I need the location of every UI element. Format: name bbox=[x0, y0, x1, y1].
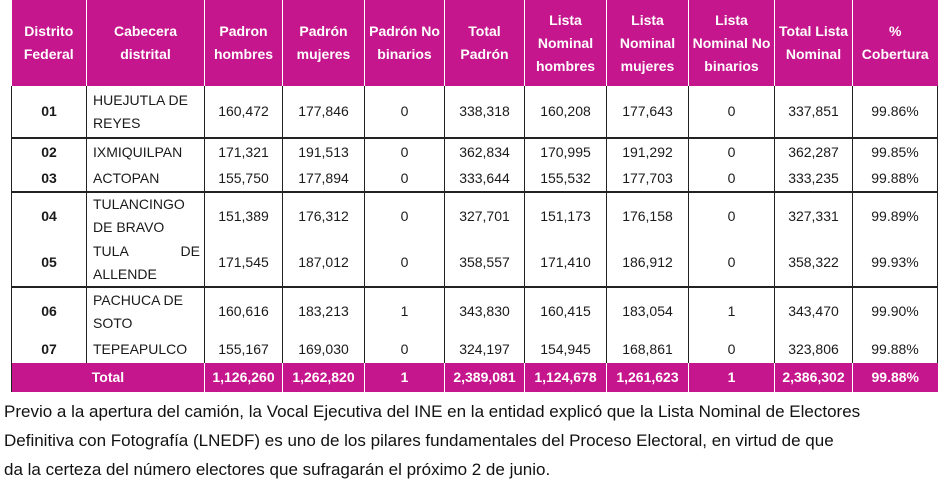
total-label: Total bbox=[12, 363, 205, 392]
cell-padron-m: 169,030 bbox=[283, 335, 365, 363]
cell-distrito: 07 bbox=[12, 335, 87, 363]
cell-padron-nb: 1 bbox=[365, 287, 445, 335]
cell-ln-nb: 0 bbox=[689, 192, 775, 239]
cell-total-padron: 358,557 bbox=[445, 239, 525, 287]
header-padron-no-binarios: Padrón No binarios bbox=[365, 0, 445, 86]
paragraph-line: Previo a la apertura del camión, la Vocal Ejecutiva del INE en la entidad explicó que la Lista Nominal de Electores bbox=[4, 402, 861, 421]
cell-distrito: 03 bbox=[12, 165, 87, 192]
table-row bbox=[12, 192, 938, 239]
cell-ln-h: 155,532 bbox=[525, 165, 607, 192]
cell-ln-nb: 0 bbox=[689, 239, 775, 287]
cell-padron-nb: 0 bbox=[365, 239, 445, 287]
cell-ln-nb: 0 bbox=[689, 165, 775, 192]
cell-cabecera: ACTOPAN bbox=[87, 165, 205, 192]
cell-total-padron: 343,830 bbox=[445, 287, 525, 335]
cell-distrito: 04 bbox=[12, 192, 87, 239]
cell-cobertura: 99.90% bbox=[853, 287, 938, 335]
cell-cobertura: 99.93% bbox=[853, 239, 938, 287]
paragraph-line: da la certeza del número electores que sufragarán el próximo 2 de junio. bbox=[4, 460, 551, 479]
cell-cobertura: 99.88% bbox=[853, 165, 938, 192]
cell-padron-h: 160,472 bbox=[205, 86, 283, 138]
cell-padron-h: 151,389 bbox=[205, 192, 283, 239]
total-padron-m: 1,262,820 bbox=[283, 363, 365, 392]
cell-cobertura: 99.85% bbox=[853, 138, 938, 165]
table-row bbox=[12, 335, 938, 363]
cell-cabecera: PACHUCA DE SOTO bbox=[87, 287, 205, 335]
cell-cabecera: TEPEAPULCO bbox=[87, 335, 205, 363]
cell-total-padron: 333,644 bbox=[445, 165, 525, 192]
cell-total-ln: 333,235 bbox=[775, 165, 853, 192]
cell-ln-h: 160,415 bbox=[525, 287, 607, 335]
cell-cobertura: 99.88% bbox=[853, 335, 938, 363]
cell-padron-h: 171,321 bbox=[205, 138, 283, 165]
cell-total-ln: 358,322 bbox=[775, 239, 853, 287]
cell-padron-m: 177,846 bbox=[283, 86, 365, 138]
cell-ln-nb: 1 bbox=[689, 287, 775, 335]
cell-total-padron: 338,318 bbox=[445, 86, 525, 138]
table-total-row bbox=[12, 363, 938, 392]
total-total-padron: 2,389,081 bbox=[445, 363, 525, 392]
total-padron-h: 1,126,260 bbox=[205, 363, 283, 392]
cell-ln-nb: 0 bbox=[689, 138, 775, 165]
cell-ln-m: 191,292 bbox=[607, 138, 689, 165]
cell-ln-h: 171,410 bbox=[525, 239, 607, 287]
cell-total-ln: 323,806 bbox=[775, 335, 853, 363]
cell-total-padron: 362,834 bbox=[445, 138, 525, 165]
table-row bbox=[12, 165, 938, 192]
cell-total-padron: 324,197 bbox=[445, 335, 525, 363]
cell-ln-m: 183,054 bbox=[607, 287, 689, 335]
cell-distrito: 02 bbox=[12, 138, 87, 165]
cell-ln-h: 151,173 bbox=[525, 192, 607, 239]
header-padron-hombres: Padron hombres bbox=[205, 0, 283, 86]
cell-ln-nb: 0 bbox=[689, 86, 775, 138]
total-ln-h: 1,124,678 bbox=[525, 363, 607, 392]
cell-ln-m: 176,158 bbox=[607, 192, 689, 239]
cell-ln-nb: 0 bbox=[689, 335, 775, 363]
cell-padron-m: 176,312 bbox=[283, 192, 365, 239]
cell-ln-h: 160,208 bbox=[525, 86, 607, 138]
table-row bbox=[12, 287, 938, 335]
cell-distrito: 06 bbox=[12, 287, 87, 335]
paragraph-line: Definitiva con Fotografía (LNEDF) es uno de los pilares fundamentales del Proceso Electoral, en virtud de que bbox=[4, 431, 834, 450]
header-distrito: Distrito Federal bbox=[12, 0, 87, 86]
total-ln-nb: 1 bbox=[689, 363, 775, 392]
cell-ln-h: 154,945 bbox=[525, 335, 607, 363]
cell-padron-nb: 0 bbox=[365, 335, 445, 363]
header-total-padron: Total Padrón bbox=[445, 0, 525, 86]
header-ln-hombres: Lista Nominal hombres bbox=[525, 0, 607, 86]
cell-cabecera: IXMIQUILPAN bbox=[87, 138, 205, 165]
header-cabecera: Cabecera distrital bbox=[87, 0, 205, 86]
table-header-row bbox=[12, 0, 938, 86]
cell-padron-nb: 0 bbox=[365, 165, 445, 192]
cell-total-ln: 362,287 bbox=[775, 138, 853, 165]
cell-padron-nb: 0 bbox=[365, 138, 445, 165]
table-row bbox=[12, 138, 938, 165]
cell-total-padron: 327,701 bbox=[445, 192, 525, 239]
electoral-roll-table bbox=[11, 0, 938, 392]
cell-padron-m: 183,213 bbox=[283, 287, 365, 335]
cell-padron-h: 155,167 bbox=[205, 335, 283, 363]
cell-cabecera: HUEJUTLA DE REYES bbox=[87, 86, 205, 138]
cell-padron-h: 171,545 bbox=[205, 239, 283, 287]
total-total-ln: 2,386,302 bbox=[775, 363, 853, 392]
cell-ln-m: 186,912 bbox=[607, 239, 689, 287]
header-total-ln: Total Lista Nominal bbox=[775, 0, 853, 86]
header-ln-no-binarios: Lista Nominal No binarios bbox=[689, 0, 775, 86]
total-ln-m: 1,261,623 bbox=[607, 363, 689, 392]
cell-padron-m: 191,513 bbox=[283, 138, 365, 165]
cell-padron-h: 155,750 bbox=[205, 165, 283, 192]
total-padron-nb: 1 bbox=[365, 363, 445, 392]
total-cobertura: 99.88% bbox=[853, 363, 938, 392]
cell-cobertura: 99.86% bbox=[853, 86, 938, 138]
table-row bbox=[12, 86, 938, 138]
header-ln-mujeres: Lista Nominal mujeres bbox=[607, 0, 689, 86]
header-cobertura: % Cobertura bbox=[853, 0, 938, 86]
header-padron-mujeres: Padrón mujeres bbox=[283, 0, 365, 86]
cell-cabecera: TULANCINGO DE BRAVO bbox=[87, 192, 205, 239]
cell-padron-m: 177,894 bbox=[283, 165, 365, 192]
cell-cabecera: TULA DE ALLENDE bbox=[87, 239, 205, 287]
cell-cobertura: 99.89% bbox=[853, 192, 938, 239]
cell-distrito: 01 bbox=[12, 86, 87, 138]
cell-padron-m: 187,012 bbox=[283, 239, 365, 287]
cell-distrito: 05 bbox=[12, 239, 87, 287]
article-paragraph bbox=[4, 397, 940, 484]
cell-padron-nb: 0 bbox=[365, 86, 445, 138]
table-row bbox=[12, 239, 938, 287]
cell-ln-m: 177,703 bbox=[607, 165, 689, 192]
cell-ln-m: 177,643 bbox=[607, 86, 689, 138]
cell-padron-nb: 0 bbox=[365, 192, 445, 239]
cell-total-ln: 327,331 bbox=[775, 192, 853, 239]
cell-ln-m: 168,861 bbox=[607, 335, 689, 363]
cell-total-ln: 337,851 bbox=[775, 86, 853, 138]
cell-ln-h: 170,995 bbox=[525, 138, 607, 165]
cell-total-ln: 343,470 bbox=[775, 287, 853, 335]
cell-padron-h: 160,616 bbox=[205, 287, 283, 335]
